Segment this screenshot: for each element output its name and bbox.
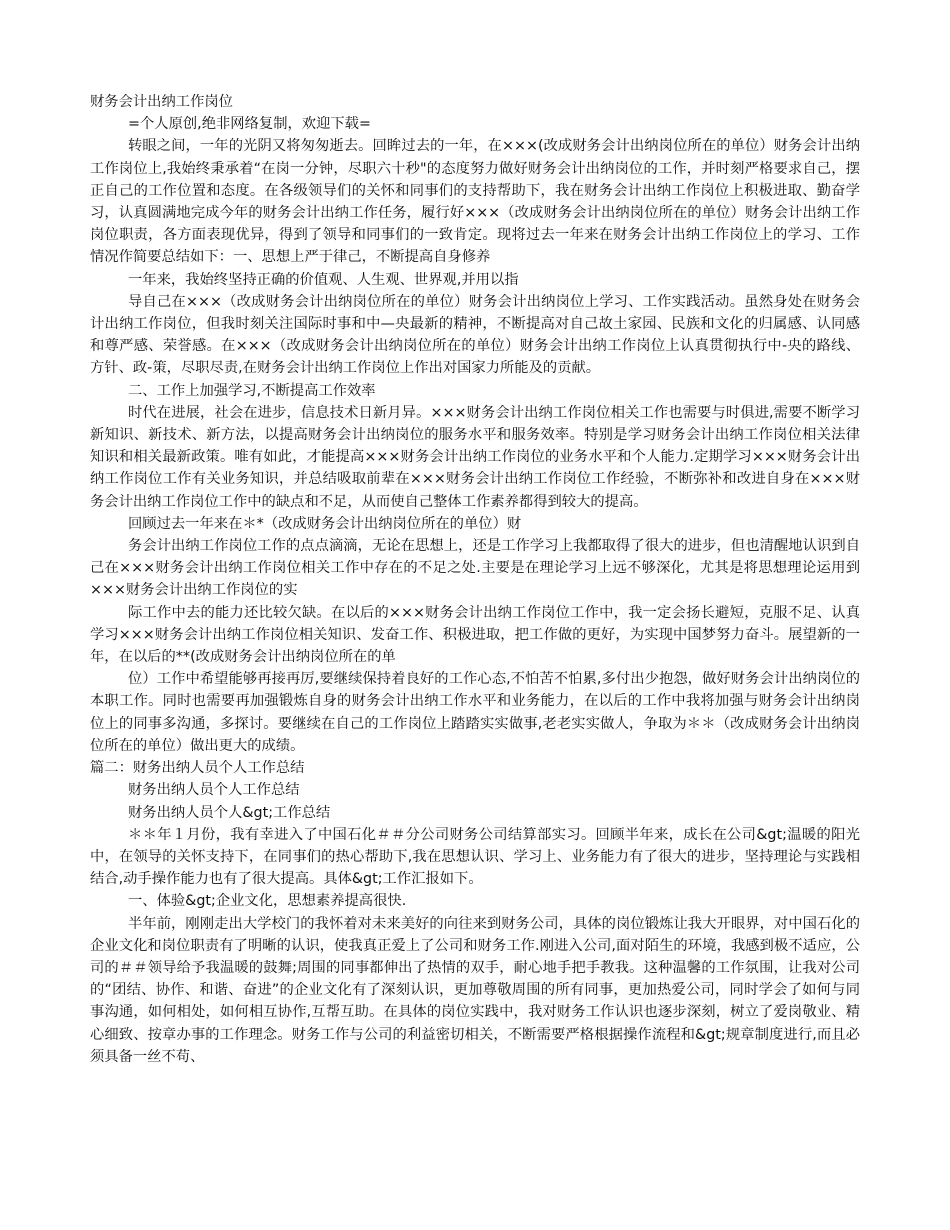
paragraph: 一年来，我始终坚持正确的价值观、人生观、世界观,并用以指 (128, 271, 519, 288)
paragraph: 回顾过去一年来在＊*（改成财务会计出纳岗位所在的单位）财 (128, 515, 522, 532)
paragraph: 半年前，刚刚走出大学校门的我怀着对未来美好的向往来到财务公司，具体的岗位锻炼让我大开眼界，对中国石化的企业文化和岗位职责有了明晰的认识，使我真正爱上了公司和财务工作.刚进入公司,面对陌生的环境，我感到极不适应，公司的＃＃领导给予我温暖的鼓舞;周围的同事都伸出了热情的双手，耐心地手把手教我。这种温馨的工作氛围，让我对公司的“团结、协作、和谐、奋进”的企业文化有了深刻认识，更加尊敬周围的所有同事，更加热爱公司，同时学会了如何与同事沟通，如何相处，如何相互协作,互帮互助。在具体的岗位实践中，我对财务工作认识也逐步深刻，树立了爱岗敬业、精心细致、按章办事的工作理念。财务工作与公司的利益密切相关，不断需要严格根据操作流程和&gt;规章制度进行,而且必须具备一丝不苟、 (90, 915, 860, 1065)
paragraph: 时代在进展，社会在进步，信息技术日新月异。×××财务会计出纳工作岗位相关工作也需要与时俱进,需要不断学习新知识、新技术、新方法，以提高财务会计出纳岗位的服务水平和服务效率。特别是学习财务会计出纳工作岗位相关法律知识和相关最新政策。唯有如此，才能提高×××财务会计出纳工作岗位的业务水平和个人能力.定期学习×××财务会计出纳工作岗位工作有关业务知识，并总结吸取前辈在×××财务会计出纳工作岗位工作经验，不断弥补和改进自身在×××财务会计出纳工作岗位工作中的缺点和不足，从而使自己整体工作素养都得到较大的提高。 (90, 404, 860, 510)
paragraph: 务会计出纳工作岗位工作的点点滴滴，无论在思想上，还是工作学习上我都取得了很大的进步，但也清醒地认识到自己在×××财务会计出纳工作岗位相关工作中存在的不足之处.主要是在理论学习上远不够深化，尤其是将思想理论运用到×××财务会计出纳工作岗位的实 (90, 538, 860, 599)
section-heading: 二、工作上加强学习,不断提高工作效率 (128, 382, 376, 399)
section2-subtitle: 财务出纳人员个人&gt;工作总结 (128, 804, 331, 821)
document-notice: =个人原创,绝非网络复制，欢迎下载= (128, 116, 371, 133)
section-heading: 一、体验&gt;企业文化，思想素养提高很快. (128, 893, 407, 910)
section2-heading: 篇二：财务出纳人员个人工作总结 (90, 760, 305, 777)
paragraph: 位）工作中希望能够再接再厉,要继续保持着良好的工作心态,不怕苦不怕累,多付出少抱怨，做好财务会计出纳岗位的本职工作。同时也需要再加强锻炼自身的财务会计出纳工作水平和业务能力，在以后的工作中我将加强与财务会计出纳岗位上的同事多沟通，多探讨。要继续在自己的工作岗位上踏踏实实做事,老老实实做人，争取为＊＊（改成财务会计出纳岗位所在的单位）做出更大的成绩。 (90, 671, 860, 754)
document-title: 财务会计出纳工作岗位 (90, 94, 233, 110)
section2-title: 财务出纳人员个人工作总结 (128, 782, 300, 799)
paragraph: 导自己在×××（改成财务会计出纳岗位所在的单位）财务会计出纳岗位上学习、工作实践活动。虽然身处在财务会计出纳工作岗位，但我时刻关注国际时事和中—央最新的精神，不断提高对自己故土家园、民族和文化的归属感、认同感和尊严感、荣誉感。在×××（改成财务会计出纳岗位所在的单位）财务会计出纳工作岗位上认真贯彻执行中-央的路线、方针、政-策，尽职尽责,在财务会计出纳工作岗位上作出对国家力所能及的贡献。 (90, 293, 860, 377)
paragraph: ＊＊年１月份，我有幸进入了中国石化＃＃分公司财务公司结算部实习。回顾半年来，成长在公司&gt;温暖的阳光中，在领导的关怀支持下，在同事们的热心帮助下,我在思想认识、学习上、业务能力有了很大的进步，坚持理论与实践相结合,动手操作能力也有了很大提高。具体&gt;工作汇报如下。 (90, 826, 860, 888)
paragraph: 转眼之间，一年的光阴又将匆匆逝去。回眸过去的一年，在×××(改成财务会计出纳岗位所在的单位）财务会计出纳工作岗位上,我始终秉承着“在岗一分钟，尽职六十秒"的态度努力做好财务会计出纳岗位的工作，并时刻严格要求自己，摆正自己的工作位置和态度。在各级领导们的关怀和同事们的支持帮助下，我在财务会计出纳工作岗位上积极进取、勤奋学习，认真圆满地完成今年的财务会计出纳工作任务，履行好×××（改成财务会计出纳岗位所在的单位）财务会计出纳工作岗位职责，各方面表现优异，得到了领导和同事们的一致肯定。现将过去一年来在财务会计出纳工作岗位上的学习、工作情况作简要总结如下：一、思想上严于律己，不断提高自身修养 (90, 138, 860, 266)
paragraph: 际工作中去的能力还比较欠缺。在以后的×××财务会计出纳工作岗位工作中，我一定会扬长避短，克服不足、认真学习×××财务会计出纳工作岗位相关知识、发奋工作、积极进取，把工作做的更好，为实现中国梦努力奋斗。展望新的一年，在以后的**(改成财务会计出纳岗位所在的单 (90, 604, 860, 666)
document-page (90, 91, 860, 1068)
